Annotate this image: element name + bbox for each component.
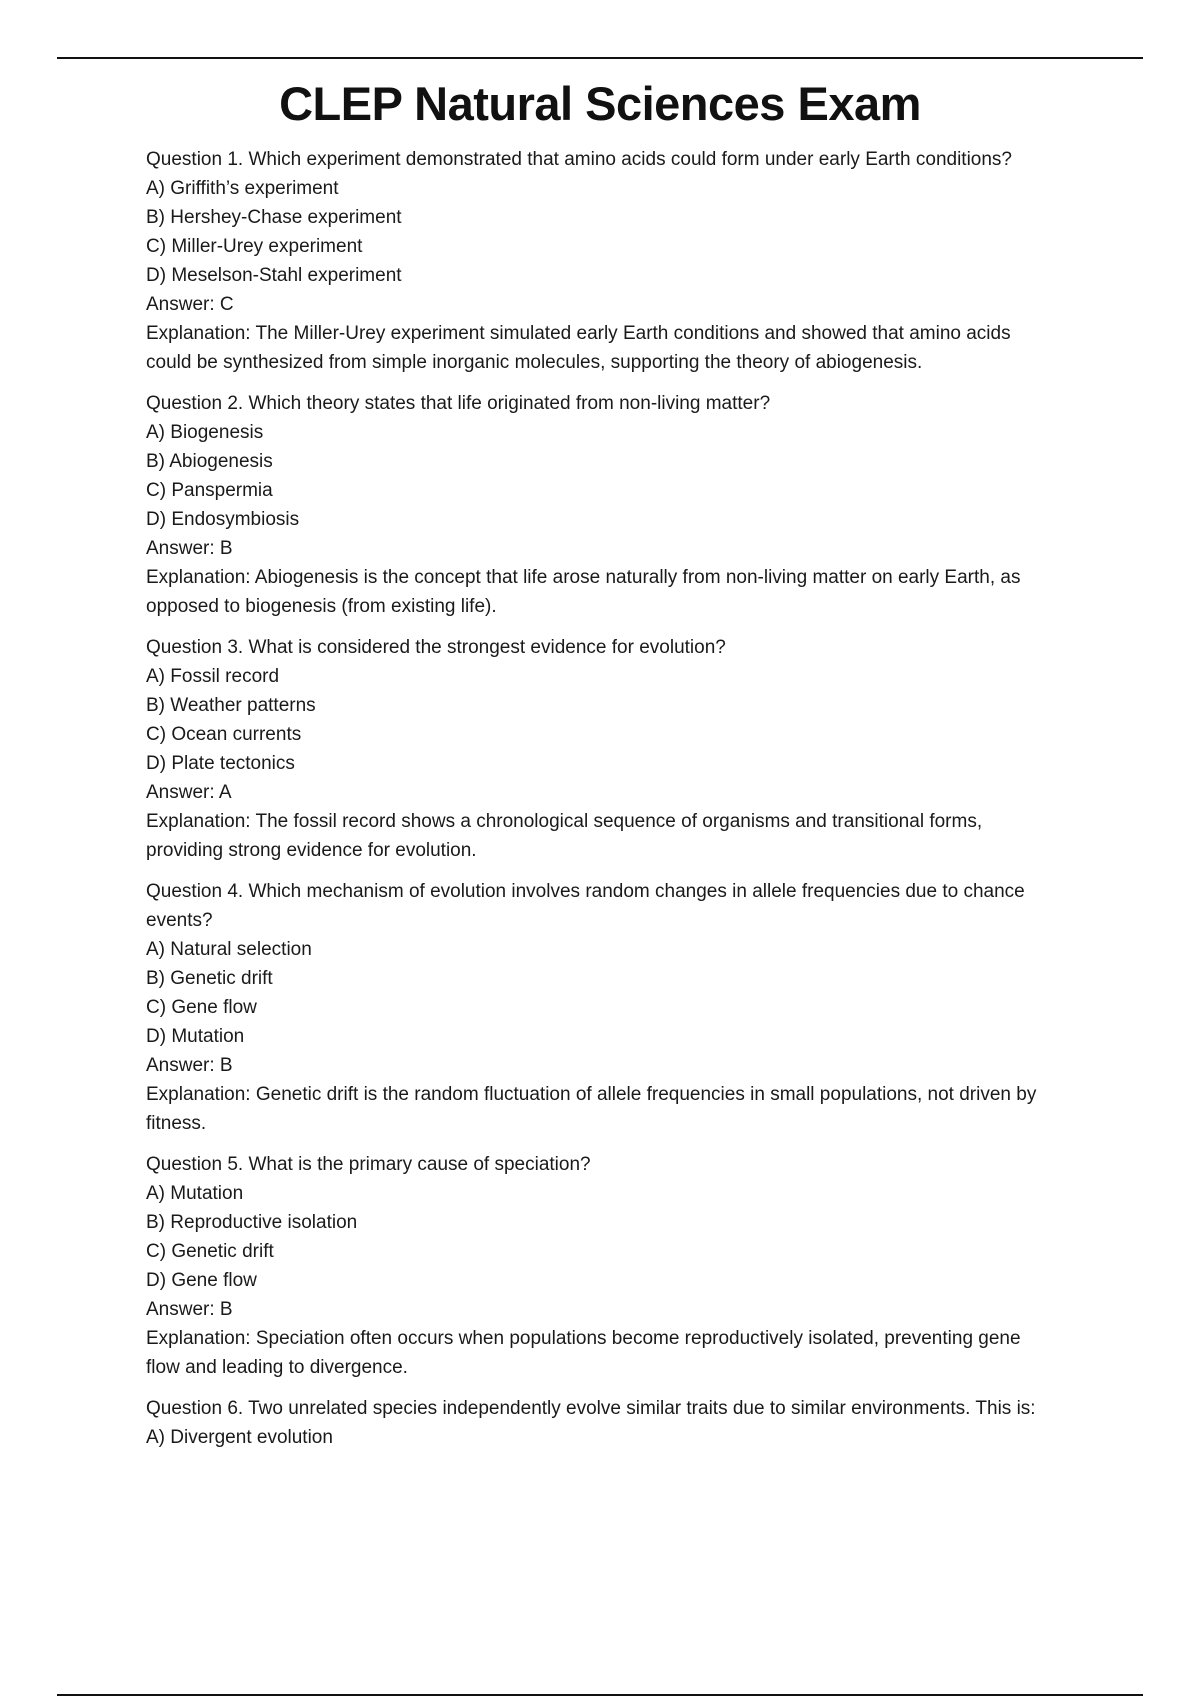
explanation-text: Explanation: Abiogenesis is the concept that life arose naturally from non-living matter on early Earth, as opposed to biogenesis (from existing life).: [146, 567, 1021, 617]
answer-text: Answer: C: [146, 294, 234, 315]
explanation-text: Explanation: The fossil record shows a chronological sequence of organisms and transitional forms, providing strong evidence for evolution.: [146, 811, 983, 861]
option-b: B) Genetic drift: [146, 968, 273, 989]
option-c: C) Ocean currents: [146, 724, 302, 745]
question-block-5: [146, 1150, 1046, 1382]
bottom-rule: [57, 1694, 1143, 1696]
option-a: A) Griffith’s experiment: [146, 178, 339, 199]
option-c: C) Miller-Urey experiment: [146, 236, 363, 257]
option-d: D) Mutation: [146, 1026, 245, 1047]
question-block-2: [146, 389, 1046, 621]
question-text: Question 5. What is the primary cause of speciation?: [146, 1154, 591, 1175]
option-a: A) Mutation: [146, 1183, 244, 1204]
explanation-text: Explanation: Genetic drift is the random fluctuation of allele frequencies in small populations, not driven by fitness.: [146, 1084, 1037, 1134]
question-block-3: [146, 633, 1046, 865]
question-block-4: [146, 877, 1046, 1138]
explanation-text: Explanation: The Miller-Urey experiment simulated early Earth conditions and showed that amino acids could be synthesized from simple inorganic molecules, supporting the theory of abiogenesis.: [146, 323, 1011, 373]
option-d: D) Endosymbiosis: [146, 509, 300, 530]
option-a: A) Fossil record: [146, 666, 280, 687]
page-title: CLEP Natural Sciences Exam: [279, 77, 921, 130]
question-text: Question 4. Which mechanism of evolution involves random changes in allele frequencies due to chance events?: [146, 881, 1025, 931]
option-c: C) Panspermia: [146, 480, 273, 501]
question-text: Question 1. Which experiment demonstrated that amino acids could form under early Earth conditions?: [146, 149, 1013, 170]
option-a: A) Divergent evolution: [146, 1427, 333, 1448]
answer-text: Answer: B: [146, 1299, 233, 1320]
answer-text: Answer: B: [146, 1055, 233, 1076]
option-c: C) Gene flow: [146, 997, 257, 1018]
question-block-1: [146, 145, 1046, 377]
question-text: Question 2. Which theory states that life originated from non-living matter?: [146, 393, 771, 414]
question-block-6: [146, 1394, 1046, 1452]
top-rule: [57, 57, 1143, 59]
answer-text: Answer: A: [146, 782, 232, 803]
option-a: A) Biogenesis: [146, 422, 264, 443]
option-b: B) Abiogenesis: [146, 451, 273, 472]
option-b: B) Hershey-Chase experiment: [146, 207, 402, 228]
option-d: D) Meselson-Stahl experiment: [146, 265, 402, 286]
option-d: D) Plate tectonics: [146, 753, 295, 774]
question-text: Question 6. Two unrelated species independently evolve similar traits due to similar environments. This is:: [146, 1398, 1036, 1419]
question-list: [146, 145, 1046, 1464]
option-b: B) Reproductive isolation: [146, 1212, 358, 1233]
question-text: Question 3. What is considered the strongest evidence for evolution?: [146, 637, 726, 658]
answer-text: Answer: B: [146, 538, 233, 559]
option-d: D) Gene flow: [146, 1270, 257, 1291]
explanation-text: Explanation: Speciation often occurs when populations become reproductively isolated, preventing gene flow and leading to divergence.: [146, 1328, 1021, 1378]
option-c: C) Genetic drift: [146, 1241, 274, 1262]
option-a: A) Natural selection: [146, 939, 312, 960]
option-b: B) Weather patterns: [146, 695, 316, 716]
